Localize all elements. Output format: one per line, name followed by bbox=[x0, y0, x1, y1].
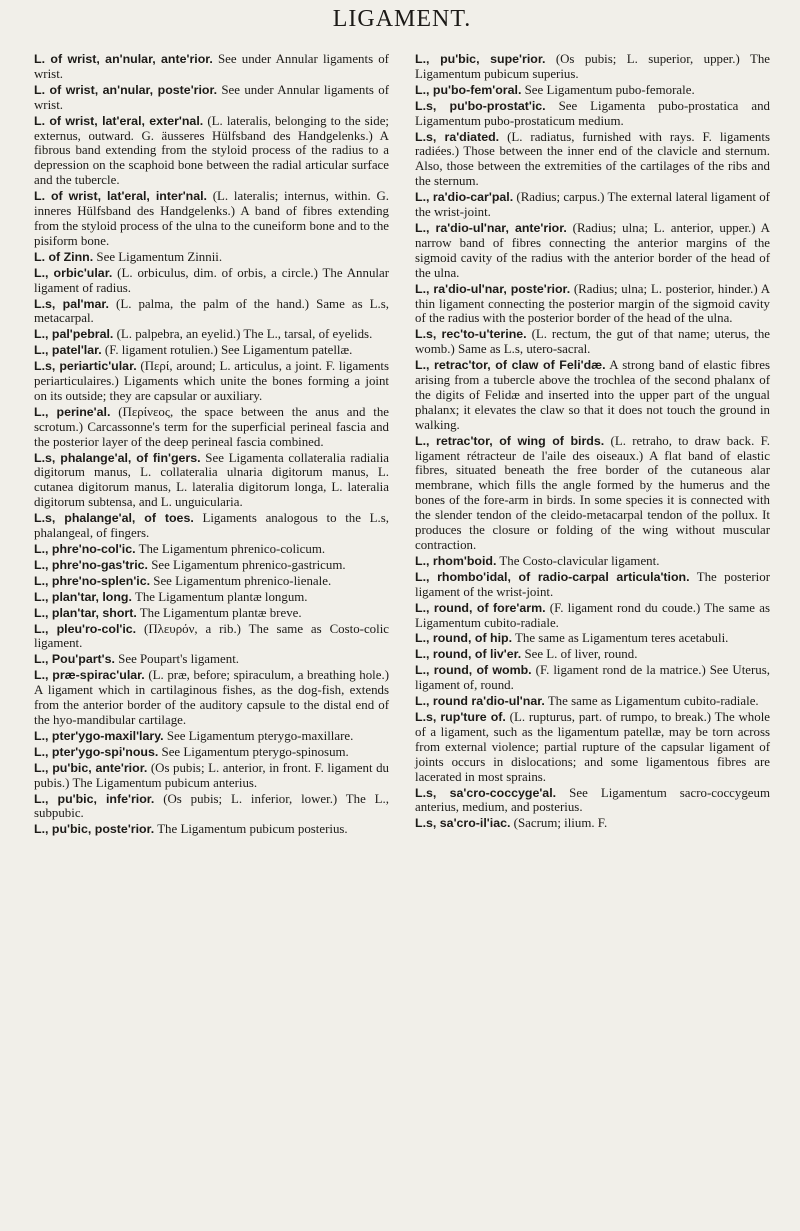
entry-headword: L., pu'bic, infe'rior. bbox=[34, 791, 155, 806]
dictionary-entry bbox=[34, 558, 389, 573]
entry-headword: L., ra'dio-ul'nar, ante'rior. bbox=[415, 220, 567, 235]
entry-headword: L., præ-spirac'ular. bbox=[34, 668, 145, 683]
dictionary-entry bbox=[415, 83, 770, 98]
dictionary-entry bbox=[415, 631, 770, 646]
entry-definition: See Ligamentum phrenico-lienale. bbox=[153, 573, 332, 588]
entry-headword: L., round, of liv'er. bbox=[415, 647, 522, 662]
entry-headword: L., plan'tar, long. bbox=[34, 589, 132, 604]
entry-definition: (Πλευρόν, a rib.) The same as Costo-colic ligament. bbox=[34, 621, 389, 651]
dictionary-entry bbox=[34, 652, 389, 667]
entry-definition: (L. retraho, to draw back. F. ligament rétracteur de l'aile des oiseaux.) A flat band of elastic fibres, situated beneath the free border of the cutaneous alar membrane, which fills the angle formed by the humerus and the bones of the fore-arm in birds. In some species it is connected with the slender tendon of the cleido-metacarpal tendon of the pollux. It produces the closure or folding of the wing without muscular contraction. bbox=[415, 433, 770, 552]
dictionary-entry bbox=[34, 250, 389, 265]
entry-headword: L., Pou'part's. bbox=[34, 652, 115, 667]
entry-headword: L.s, rup'ture of. bbox=[415, 709, 506, 724]
entry-definition: See under Annular ligaments of wrist. bbox=[34, 52, 389, 81]
entry-definition: (L. orbiculus, dim. of orbis, a circle.) The Annular ligament of radius. bbox=[34, 265, 389, 295]
dictionary-entry bbox=[34, 622, 389, 652]
dictionary-entry bbox=[415, 327, 770, 357]
entry-definition: See Ligamenta pubo-prostatica and Ligamentum pubo-prostaticum medium. bbox=[415, 98, 770, 128]
entry-definition: (Os pubis; L. anterior, in front. F. ligament du pubis.) The Ligamentum pubicum anterius. bbox=[34, 760, 389, 790]
entry-headword: L., phre'no-gas'tric. bbox=[34, 557, 148, 572]
columns bbox=[34, 52, 770, 838]
entry-headword: L.s, ra'diated. bbox=[415, 129, 500, 144]
entry-definition: (Os pubis; L. inferior, lower.) The L., subpubic. bbox=[34, 791, 389, 821]
entry-headword: L., retrac'tor, of claw of Feli'dæ. bbox=[415, 358, 606, 373]
entry-definition: See under Annular ligaments of wrist. bbox=[34, 82, 389, 112]
entry-headword: L., phre'no-col'ic. bbox=[34, 542, 136, 556]
dictionary-entry bbox=[34, 745, 389, 760]
entry-definition: (Περίνεος, the space between the anus and the scrotum.) Carcassonne's term for the superficial perineal fascia and the posterior layer of the deep perineal fascia combined. bbox=[34, 404, 389, 449]
entry-headword: L., pu'bo-fem'oral. bbox=[415, 82, 522, 97]
dictionary-entry bbox=[415, 710, 770, 785]
entry-definition: The same as Ligamentum teres acetabuli. bbox=[515, 631, 729, 646]
entry-definition: The Costo-clavicular ligament. bbox=[499, 553, 660, 568]
entry-headword: L., pal'pebral. bbox=[34, 327, 114, 342]
entry-headword: L.s, pu'bo-prostat'ic. bbox=[415, 98, 546, 113]
entry-definition: (L. lateralis, belonging to the side; externus, outward. G. äusseres Hülfsband des Handgelenks.) A fibrous band extending from the styloid process of the radius to a depression on the scaphoid bone between the radial articular surface and the tubercle. bbox=[34, 113, 389, 188]
entry-definition: See Ligamenta collateralia radialia digitorum manus, L. collateralia ulnaria digitorum manus, L. cutanea digitorum manus, L. lateralia digitorum longa, L. lateralia digitorum subtensa, and L. unguicularia. bbox=[34, 450, 389, 510]
left-column bbox=[34, 52, 389, 838]
dictionary-entry bbox=[415, 52, 770, 82]
dictionary-entry bbox=[415, 130, 770, 190]
entry-definition: The Ligamentum plantæ longum. bbox=[134, 589, 308, 604]
dictionary-entry bbox=[415, 816, 770, 831]
entry-headword: L., orbic'ular. bbox=[34, 265, 113, 280]
entry-definition: See Ligamentum Zinnii. bbox=[96, 249, 223, 264]
dictionary-entry bbox=[34, 83, 389, 113]
entry-headword: L.s, phalange'al, of toes. bbox=[34, 511, 194, 526]
dictionary-entry bbox=[415, 358, 770, 433]
entry-headword: L.s, phalange'al, of fin'gers. bbox=[34, 450, 201, 465]
entry-headword: L.s, periartic'ular. bbox=[34, 359, 137, 374]
entry-headword: L., ra'dio-car'pal. bbox=[415, 190, 514, 205]
entry-definition: (Radius; ulna; L. posterior, hinder.) A thin ligament connecting the posterior margin of the sigmoid cavity of the radius with the posterior border of the head of the ulna. bbox=[415, 281, 770, 326]
dictionary-entry bbox=[34, 52, 389, 82]
entry-headword: L., round, of womb. bbox=[415, 663, 532, 678]
dictionary-entry bbox=[34, 729, 389, 744]
dictionary-entry bbox=[34, 266, 389, 296]
entry-headword: L. of Zinn. bbox=[34, 249, 94, 264]
entry-headword: L., pu'bic, ante'rior. bbox=[34, 760, 148, 775]
dictionary-entry bbox=[34, 542, 389, 557]
entry-definition: (L. præ, before; spiraculum, a breathing hole.) A ligament which in cartilaginous fishes, as the dog-fish, extends from the anterior border of the auditory capsule to the distal end of the hyo-mandibular cartilage. bbox=[34, 668, 389, 727]
dictionary-entry bbox=[415, 99, 770, 129]
entry-headword: L. of wrist, an'nular, poste'rior. bbox=[34, 82, 218, 97]
page-header: LIGAMENT. bbox=[332, 6, 472, 32]
entry-definition: See Poupart's ligament. bbox=[118, 652, 239, 667]
dictionary-entry bbox=[415, 663, 770, 693]
dictionary-entry bbox=[34, 405, 389, 450]
dictionary-entry bbox=[34, 668, 389, 728]
entry-definition: The Ligamentum plantæ breve. bbox=[139, 605, 302, 620]
entry-definition: (L. palma, the palm of the hand.) Same as L.s, metacarpal. bbox=[34, 296, 389, 326]
entry-definition: See L. of liver, round. bbox=[524, 647, 638, 662]
entry-definition: The Ligamentum phrenico-colicum. bbox=[138, 542, 326, 556]
entry-headword: L., perine'al. bbox=[34, 404, 111, 419]
entry-headword: L., phre'no-splen'ic. bbox=[34, 573, 151, 588]
entry-definition: Ligaments analogous to the L.s, phalangeal, of fingers. bbox=[34, 511, 389, 541]
entry-definition: (L. palpebra, an eyelid.) The L., tarsal, of eyelids. bbox=[116, 327, 373, 342]
entry-headword: L., pter'ygo-spi'nous. bbox=[34, 744, 159, 759]
entry-definition: (Radius; carpus.) The external lateral ligament of the wrist-joint. bbox=[415, 190, 770, 220]
dictionary-entry bbox=[34, 297, 389, 327]
entry-headword: L.s, rec'to-u'terine. bbox=[415, 327, 527, 342]
dictionary-entry bbox=[34, 189, 389, 249]
entry-headword: L., patel'lar. bbox=[34, 343, 102, 358]
dictionary-entry bbox=[415, 190, 770, 220]
dictionary-entry bbox=[415, 694, 770, 709]
dictionary-entry bbox=[34, 574, 389, 589]
entry-definition: (Sacrum; ilium. F. bbox=[513, 816, 608, 831]
entry-definition: (Περί, around; L. articulus, a joint. F. ligaments periarticulaires.) Ligaments which unite the bones forming a joint on its outside; they are capsular or auxiliary. bbox=[34, 359, 389, 403]
dictionary-entry bbox=[34, 606, 389, 621]
entry-headword: L.s, pal'mar. bbox=[34, 296, 109, 311]
dictionary-entry bbox=[34, 451, 389, 511]
entry-definition: (F. ligament rond de la matrice.) See Uterus, ligament of, round. bbox=[415, 663, 770, 693]
entry-definition: See Ligamentum pterygo-maxillare. bbox=[166, 728, 354, 743]
entry-headword: L., ra'dio-ul'nar, poste'rior. bbox=[415, 281, 571, 296]
entry-definition: (Os pubis; L. superior, upper.) The Ligamentum pubicum superius. bbox=[415, 52, 770, 81]
entry-headword: L., pleu'ro-col'ic. bbox=[34, 621, 137, 636]
entry-definition: See Ligamentum pubo-femorale. bbox=[524, 82, 695, 97]
dictionary-entry bbox=[415, 434, 770, 553]
entry-headword: L., round ra'dio-ul'nar. bbox=[415, 694, 545, 709]
entry-definition: A strong band of elastic fibres arising from a tubercle above the trochlea of the second phalanx of the digits of Felidæ and inserted into the upper part of the ungual phalanx; it elevates the claw so that it does not touch the ground in walking. bbox=[415, 358, 770, 432]
entry-headword: L. of wrist, lat'eral, inter'nal. bbox=[34, 189, 207, 204]
dictionary-entry bbox=[415, 570, 770, 600]
entry-definition: See Ligamentum phrenico-gastricum. bbox=[151, 557, 346, 572]
entry-definition: The same as Ligamentum cubito-radiale. bbox=[547, 694, 759, 709]
entry-headword: L., rhombo'idal, of radio-carpal articula'tion. bbox=[415, 569, 690, 584]
dictionary-entry bbox=[415, 221, 770, 281]
dictionary-entry bbox=[415, 647, 770, 662]
entry-headword: L., pu'bic, poste'rior. bbox=[34, 822, 155, 837]
dictionary-entry bbox=[34, 343, 389, 358]
entry-definition: The posterior ligament of the wrist-joint. bbox=[415, 569, 770, 599]
dictionary-entry bbox=[34, 822, 389, 837]
dictionary-entry bbox=[34, 590, 389, 605]
entry-definition: (L. rectum, the gut of that name; uterus, the womb.) Same as L.s, utero-sacral. bbox=[415, 327, 770, 357]
dictionary-entry bbox=[415, 786, 770, 816]
entry-definition: (Radius; ulna; L. anterior, upper.) A narrow band of fibres connecting the anterior margins of the sigmoid cavity of the radius with the anterior border of the head of the ulna. bbox=[415, 220, 770, 280]
entry-definition: (F. ligament rotulien.) See Ligamentum patellæ. bbox=[104, 343, 353, 358]
entry-headword: L., plan'tar, short. bbox=[34, 605, 137, 620]
entry-definition: (L. radiatus, furnished with rays. F. ligaments radiées.) Those between the inner end of the clavicle and sternum. Also, those between the extremities of the cartilages of the ribs and the sternum. bbox=[415, 129, 770, 189]
entry-definition: (L. lateralis; internus, within. G. inneres Hülfsband des Handgelenks.) A band of fibres extending from the styloid process of the ulna to the cuneiform bone and to the pisiform bone. bbox=[34, 189, 389, 248]
entry-headword: L., retrac'tor, of wing of birds. bbox=[415, 433, 605, 448]
entry-definition: See Ligamentum pterygo-spinosum. bbox=[161, 744, 349, 759]
entry-headword: L. of wrist, lat'eral, exter'nal. bbox=[34, 113, 204, 128]
entry-headword: L., round, of hip. bbox=[415, 631, 513, 646]
dictionary-entry bbox=[34, 359, 389, 404]
right-column bbox=[415, 52, 770, 838]
dictionary-entry bbox=[34, 114, 389, 189]
entry-headword: L.s, sa'cro-il'iac. bbox=[415, 816, 511, 831]
entry-headword: L., rhom'boid. bbox=[415, 553, 497, 568]
dictionary-entry bbox=[415, 601, 770, 631]
entry-definition: (F. ligament rond du coude.) The same as Ligamentum cubito-radiale. bbox=[415, 600, 770, 630]
dictionary-entry bbox=[34, 792, 389, 822]
entry-definition: The Ligamentum pubicum posterius. bbox=[157, 822, 348, 837]
dictionary-entry bbox=[415, 282, 770, 327]
entry-definition: (L. rupturus, part. of rumpo, to break.) The whole of a ligament, such as the ligamentum patellæ, may be torn across from external violence; partial rupture of the capsular ligament of joints occurs in dislocations; and some ligamentous fibres are lacerated in most sprains. bbox=[415, 709, 770, 784]
entry-headword: L., round, of fore'arm. bbox=[415, 600, 546, 615]
entry-headword: L. of wrist, an'nular, ante'rior. bbox=[34, 52, 213, 66]
entry-headword: L., pter'ygo-maxil'lary. bbox=[34, 728, 164, 743]
entry-headword: L.s, sa'cro-coccyge'al. bbox=[415, 785, 557, 800]
dictionary-entry bbox=[34, 761, 389, 791]
dictionary-entry bbox=[34, 511, 389, 541]
entry-definition: See Ligamentum sacro-coccygeum anterius, medium, and posterius. bbox=[415, 785, 770, 815]
dictionary-entry bbox=[415, 554, 770, 569]
dictionary-entry bbox=[34, 327, 389, 342]
entry-headword: L., pu'bic, supe'rior. bbox=[415, 52, 546, 66]
